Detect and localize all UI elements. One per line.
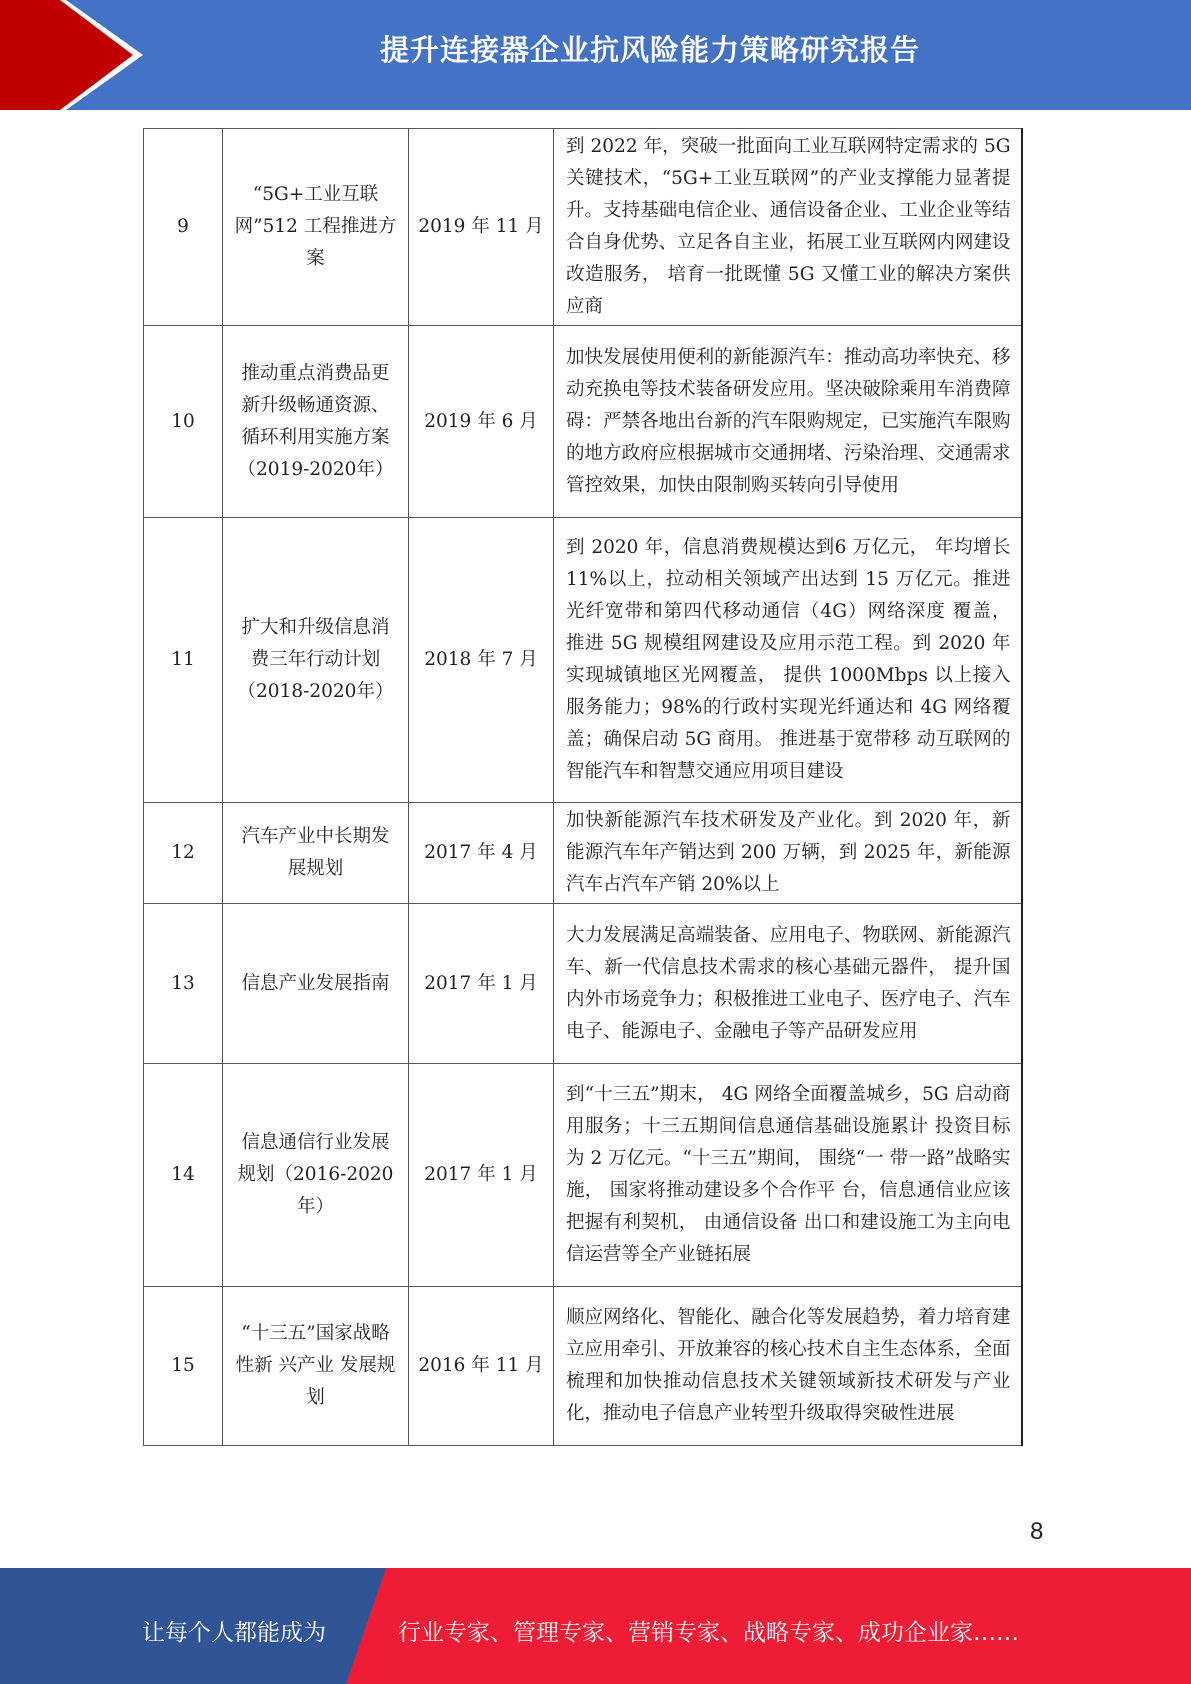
- policy-content: 到“十三五”期末， 4G 网络全面覆盖城乡，5G 启动商用服务；十三五期间信息通信基础设施累计 投资目标为 2 万亿元。“十三五”期间， 围绕“一 带一路”战略实施， 国家将推动建设多个合作平 台，信息通信业应该把握有利契机， 由通信设备 出口和建设施工为主向电信运营等全产业链拓展: [554, 1064, 1022, 1287]
- issue-date: 2017 年 1 月: [409, 1064, 554, 1287]
- row-number: 13: [144, 904, 223, 1064]
- row-number: 14: [144, 1064, 223, 1287]
- policy-content: 加快新能源汽车技术研发及产业化。到 2020 年，新能源汽车年产销达到 200 万辆，到 2025 年，新能源汽车占汽车产销 20%以上: [554, 803, 1022, 904]
- table-row: [144, 1287, 1022, 1446]
- table-row: [144, 129, 1022, 326]
- issue-date: 2017 年 1 月: [409, 904, 554, 1064]
- row-number: 12: [144, 803, 223, 904]
- row-number: 11: [144, 518, 223, 803]
- policy-name: 汽车产业中长期发展规划: [223, 803, 409, 904]
- page-footer: [0, 1568, 1191, 1684]
- report-title: 提升连接器企业抗风险能力策略研究报告: [379, 33, 920, 67]
- page-header: [0, 0, 1191, 110]
- policy-name: “十三五”国家战略性新 兴产业 发展规划: [223, 1287, 409, 1446]
- slogan-left: 让每个人都能成为: [142, 1620, 326, 1646]
- policy-content: 大力发展满足高端装备、应用电子、物联网、新能源汽车、新一代信息技术需求的核心基础元器件， 提升国内外市场竞争力；积极推进工业电子、医疗电子、汽车电子、能源电子、金融电子等产品研发应用: [554, 904, 1022, 1064]
- page-number: 8: [1030, 1518, 1044, 1545]
- policy-content: 到 2020 年，信息消费规模达到6 万亿元， 年均增长 11%以上，拉动相关领域产出达到 15 万亿元。推进光纤宽带和第四代移动通信（4G）网络深度 覆盖， 推进 5G 规模组网建设及应用示范工程。到 2020 年实现城镇地区光网覆盖， 提供 1000Mbps 以上接入服务能力；98%的行政村实现光纤通达和 4G 网络覆盖；确保启动 5G 商用。 推进基于宽带移 动互联网的智能汽车和智慧交通应用项目建设: [554, 518, 1022, 803]
- red-chevron-icon: [0, 0, 160, 110]
- issue-date: 2018 年 7 月: [409, 518, 554, 803]
- policy-name: 信息通信行业发展规划（2016-2020 年）: [223, 1064, 409, 1287]
- table-row: [144, 904, 1022, 1064]
- policy-name: 信息产业发展指南: [223, 904, 409, 1064]
- row-number: 15: [144, 1287, 223, 1446]
- table-row: [144, 1064, 1022, 1287]
- policy-table: [143, 128, 1023, 1446]
- issue-date: 2016 年 11 月: [409, 1287, 554, 1446]
- policy-name: 扩大和升级信息消费三年行动计划（2018-2020年）: [223, 518, 409, 803]
- policy-content: 加快发展使用便利的新能源汽车：推动高功率快充、移动充换电等技术装备研发应用。坚决破除乘用车消费障碍：严禁各地出台新的汽车限购规定，已实施汽车限购的地方政府应根据城市交通拥堵、污染治理、交通需求管控效果，加快由限制购买转向引导使用: [554, 326, 1022, 518]
- row-number: 9: [144, 129, 223, 326]
- policy-content: 顺应网络化、智能化、融合化等发展趋势，着力培育建立应用牵引、开放兼容的核心技术自主生态体系，全面梳理和加快推动信息技术关键领域新技术研发与产业化，推动电子信息产业转型升级取得突破性进展: [554, 1287, 1022, 1446]
- policy-name: 推动重点消费品更新升级畅通资源、循环利用实施方案（2019-2020年）: [223, 326, 409, 518]
- issue-date: 2019 年 6 月: [409, 326, 554, 518]
- issue-date: 2017 年 4 月: [409, 803, 554, 904]
- policy-name: “5G+工业互联网”512 工程推进方案: [223, 129, 409, 326]
- table-row: [144, 326, 1022, 518]
- row-number: 10: [144, 326, 223, 518]
- table-row: [144, 518, 1022, 803]
- slogan-right: 行业专家、管理专家、营销专家、战略专家、成功企业家……: [398, 1620, 1019, 1646]
- issue-date: 2019 年 11 月: [409, 129, 554, 326]
- table-row: [144, 803, 1022, 904]
- policy-content: 到 2022 年，突破一批面向工业互联网特定需求的 5G 关键技术，“5G+工业互联网”的产业支撑能力显著提升。支持基础电信企业、通信设备企业、工业企业等结合自身优势、立足各自主业，拓展工业互联网内网建设改造服务， 培育一批既懂 5G 又懂工业的解决方案供应商: [554, 129, 1022, 326]
